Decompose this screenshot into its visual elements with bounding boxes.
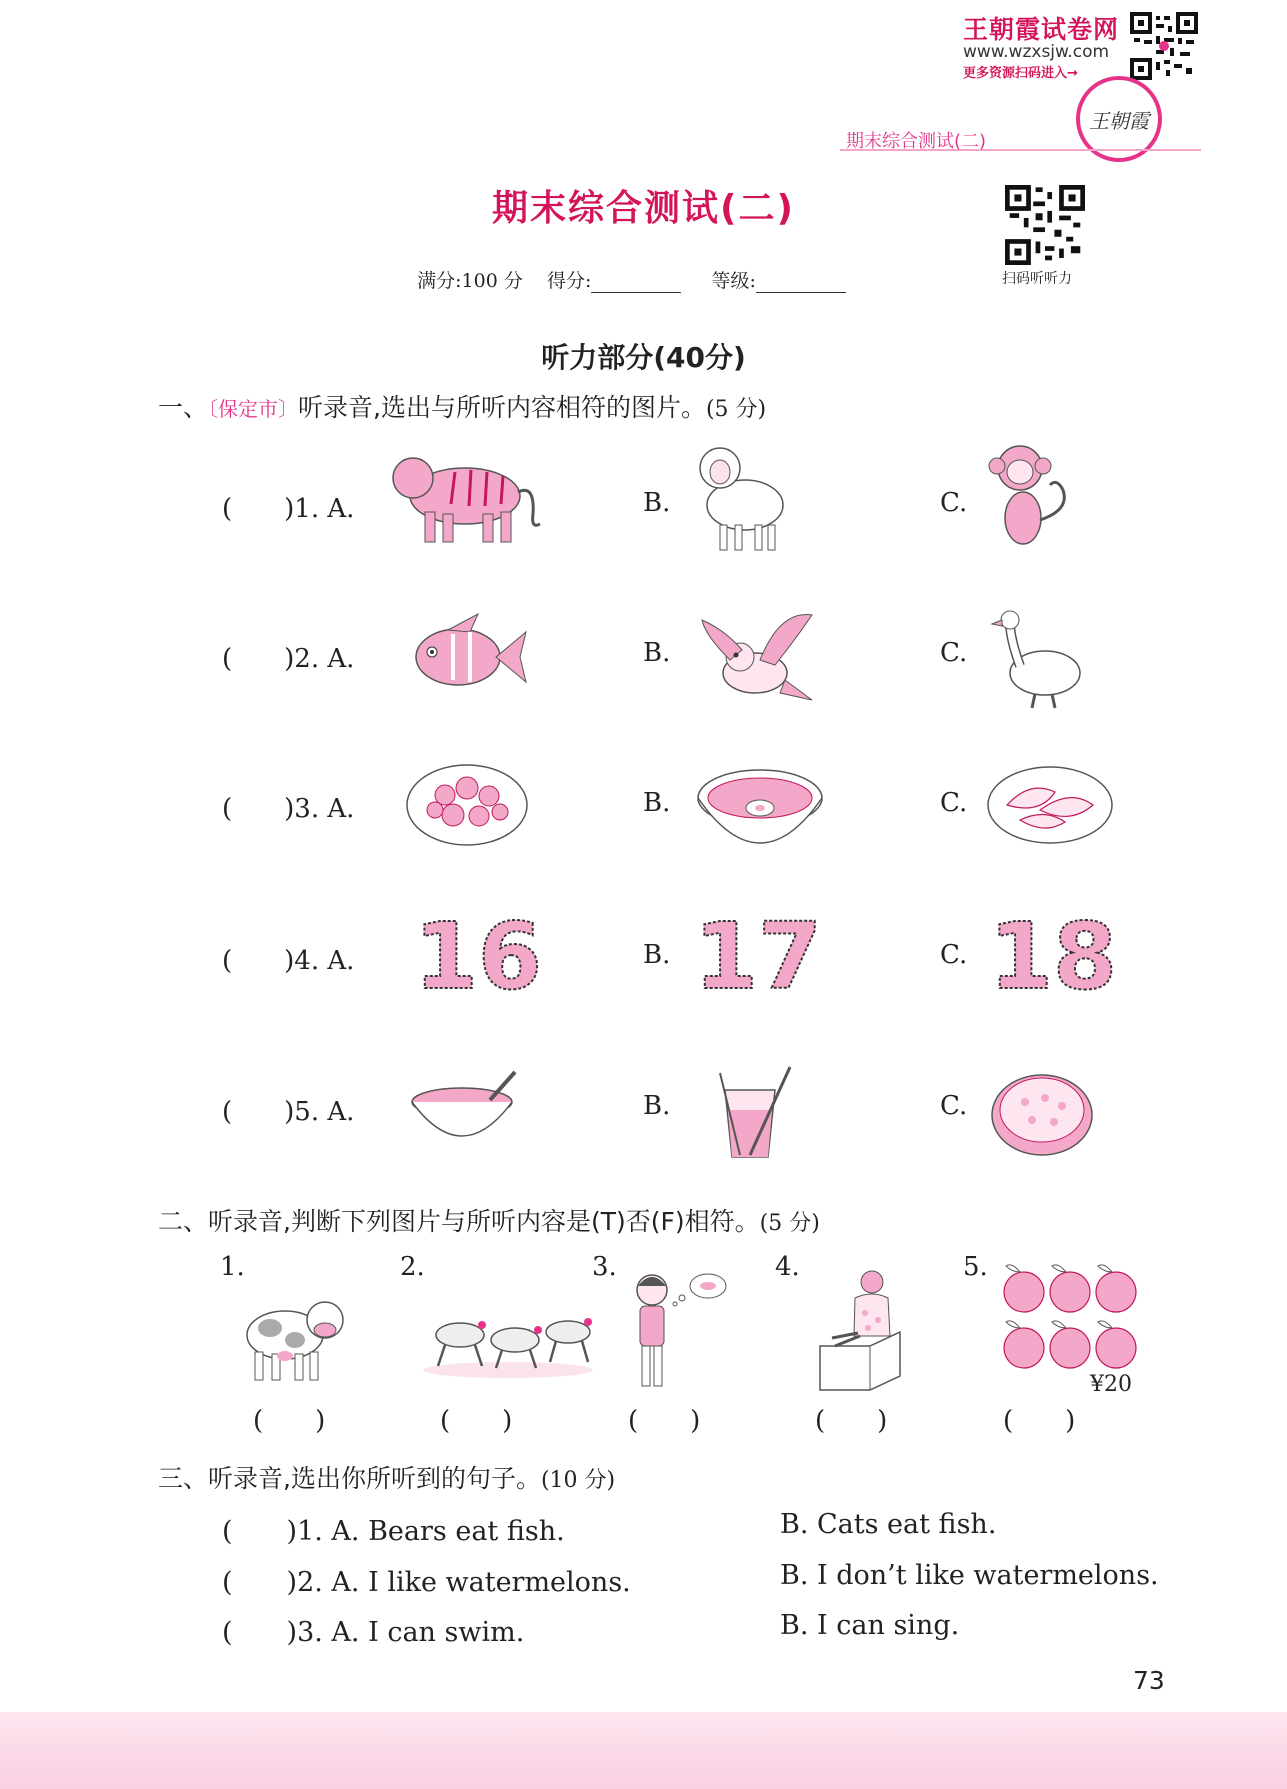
listening-section-title: 听力部分(40分) xyxy=(541,341,746,374)
running-title: 期末综合测试(二) xyxy=(840,127,1201,151)
svg-text:16: 16 xyxy=(414,903,543,1010)
tiger-icon xyxy=(385,444,545,549)
part1-row1-c: C. xyxy=(940,488,968,518)
boy-thinking-icon xyxy=(630,1268,730,1393)
part1-row2-b: B. xyxy=(643,638,671,668)
city-tag: 〔保定市〕 xyxy=(208,397,299,421)
part1-row1-b: B. xyxy=(643,488,671,518)
score-label: 得分: xyxy=(547,270,592,292)
number-18 xyxy=(985,900,1118,1010)
part1-row4-label: ( )4. A. xyxy=(222,946,355,976)
part3-row2-b: B. I don’t like watermelons. xyxy=(780,1560,1159,1591)
part2-answer-4[interactable]: ( ) xyxy=(815,1406,888,1436)
bird-icon xyxy=(700,605,815,710)
part1-heading: 一、〔保定市〕听录音,选出与所听内容相符的图片。(5 分) xyxy=(158,393,767,422)
score-blank[interactable] xyxy=(591,274,681,293)
page-title: 期末综合测试(二) xyxy=(492,188,795,229)
part2-item2-num: 2. xyxy=(400,1252,425,1282)
monkey-icon xyxy=(985,440,1075,555)
qr-caption: 扫码听听力 xyxy=(1002,271,1072,287)
grade-label: 等级: xyxy=(711,270,756,292)
page-number: 73 xyxy=(1133,1666,1165,1695)
part2-item3-num: 3. xyxy=(592,1252,617,1282)
horses-icon xyxy=(420,1300,595,1380)
goose-icon xyxy=(990,608,1085,713)
part3-row1-b: B. Cats eat fish. xyxy=(780,1509,997,1540)
listening-qr-code-icon[interactable] xyxy=(1005,185,1085,265)
part2-answer-1[interactable]: ( ) xyxy=(253,1406,326,1436)
part2-item4-num: 4. xyxy=(775,1252,800,1282)
full-marks: 满分:100 分 xyxy=(417,270,523,292)
part2-item1-num: 1. xyxy=(220,1252,245,1282)
chicken-plate-icon xyxy=(985,760,1115,850)
number-17 xyxy=(690,900,823,1010)
part1-row3-c: C. xyxy=(940,788,968,818)
part1-row2-c: C. xyxy=(940,638,968,668)
qr-code-icon[interactable] xyxy=(1130,12,1198,80)
brand-seal: 王朝霞 xyxy=(1076,76,1162,162)
part2-answer-2[interactable]: ( ) xyxy=(440,1406,513,1436)
price-label: ¥20 xyxy=(1090,1372,1132,1397)
part2-answer-3[interactable]: ( ) xyxy=(628,1406,701,1436)
part3-heading: 三、听录音,选出你所听到的句子。(10 分) xyxy=(158,1464,616,1493)
part2-heading: 二、听录音,判断下列图片与所听内容是(T)否(F)相符。(5 分) xyxy=(158,1207,820,1236)
juice-glass-icon xyxy=(710,1065,800,1160)
part1-row1-label: ( )1. A. xyxy=(222,494,355,524)
fish-icon xyxy=(408,612,528,702)
number-16 xyxy=(410,900,543,1010)
svg-text:18: 18 xyxy=(989,903,1118,1010)
part1-row3-b: B. xyxy=(643,788,671,818)
part3-row1-a: ( )1. A. Bears eat fish. xyxy=(222,1516,565,1547)
cow-icon xyxy=(240,1290,355,1385)
part3-row2-a: ( )2. A. I like watermelons. xyxy=(222,1567,631,1598)
noodles-bowl-icon xyxy=(695,758,825,853)
part1-row2-label: ( )2. A. xyxy=(222,644,355,674)
score-line xyxy=(0,266,1287,293)
part1-row5-b: B. xyxy=(643,1091,671,1121)
grade-blank[interactable] xyxy=(756,274,846,293)
peaches-icon xyxy=(1002,1260,1142,1375)
brand-url[interactable]: www.wzxsjw.com xyxy=(963,42,1110,62)
rice-plate-icon xyxy=(990,1070,1095,1160)
part1-row4-c: C. xyxy=(940,940,968,970)
soup-bowl-icon xyxy=(410,1070,520,1150)
sheep-icon xyxy=(690,440,790,555)
part3-row3-b: B. I can sing. xyxy=(780,1610,960,1641)
footer-band xyxy=(0,1712,1287,1789)
brand-more: 更多资源扫码进入→ xyxy=(963,66,1078,81)
part1-row5-c: C. xyxy=(940,1091,968,1121)
svg-text:17: 17 xyxy=(694,903,823,1010)
part1-row4-b: B. xyxy=(643,940,671,970)
part3-row3-a: ( )3. A. I can swim. xyxy=(222,1617,525,1648)
brand-name: 王朝霞试卷网 xyxy=(963,15,1120,44)
part1-row3-label: ( )3. A. xyxy=(222,794,355,824)
part2-answer-5[interactable]: ( ) xyxy=(1003,1406,1076,1436)
girl-on-box-icon xyxy=(810,1268,910,1393)
part2-item5-num: 5. xyxy=(963,1252,988,1282)
meat-plate-icon xyxy=(405,760,530,850)
part1-row5-label: ( )5. A. xyxy=(222,1097,355,1127)
